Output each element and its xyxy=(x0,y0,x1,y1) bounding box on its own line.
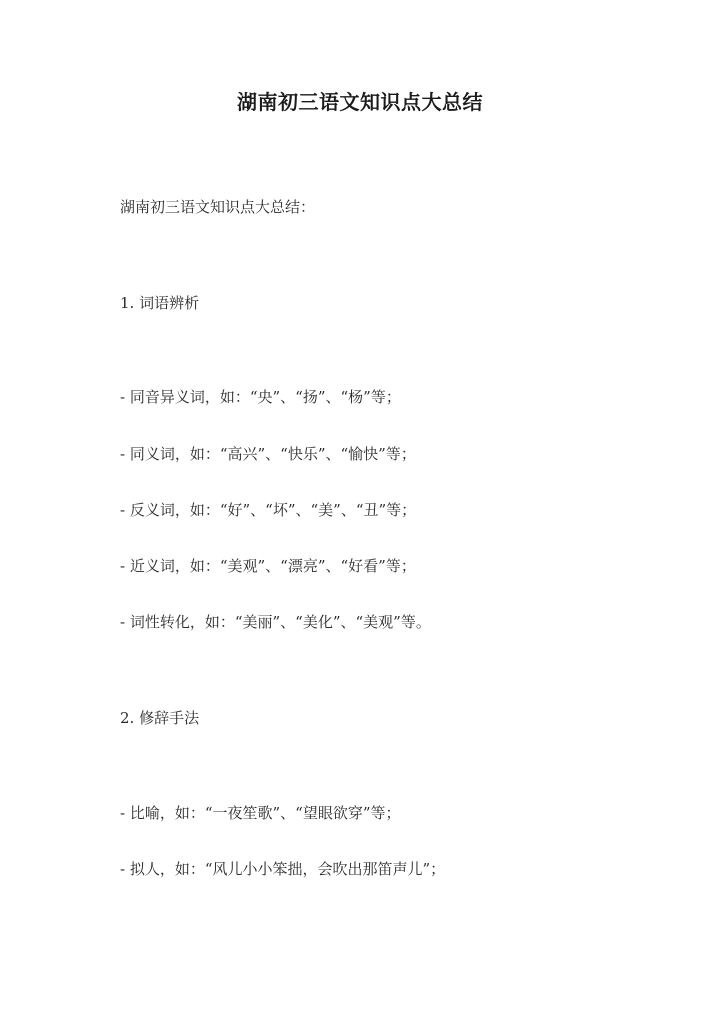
section-heading-rhetoric: 2. 修辞手法 xyxy=(120,709,200,727)
section-heading-word-analysis: 1. 词语辨析 xyxy=(120,294,200,312)
intro-paragraph: 湖南初三语文知识点大总结： xyxy=(120,198,316,216)
list-item: - 同义词，如：“高兴”、“快乐”、“愉快”等； xyxy=(120,445,416,463)
list-item: - 拟人，如：“风儿小小笨拙，会吹出那笛声儿”； xyxy=(120,860,446,878)
list-item: - 反义词，如：“好”、“坏”、“美”、“丑”等； xyxy=(120,501,417,519)
list-item: - 比喻，如：“一夜笙歌”、“望眼欲穿”等； xyxy=(120,804,401,822)
list-item: - 同音异义词，如：“央”、“扬”、“杨”等； xyxy=(120,388,401,406)
list-item: - 近义词，如：“美观”、“漂亮”、“好看”等； xyxy=(120,557,416,575)
list-item: - 词性转化，如：“美丽”、“美化”、“美观”等。 xyxy=(120,613,431,631)
document-title: 湖南初三语文知识点大总结 xyxy=(237,90,483,114)
